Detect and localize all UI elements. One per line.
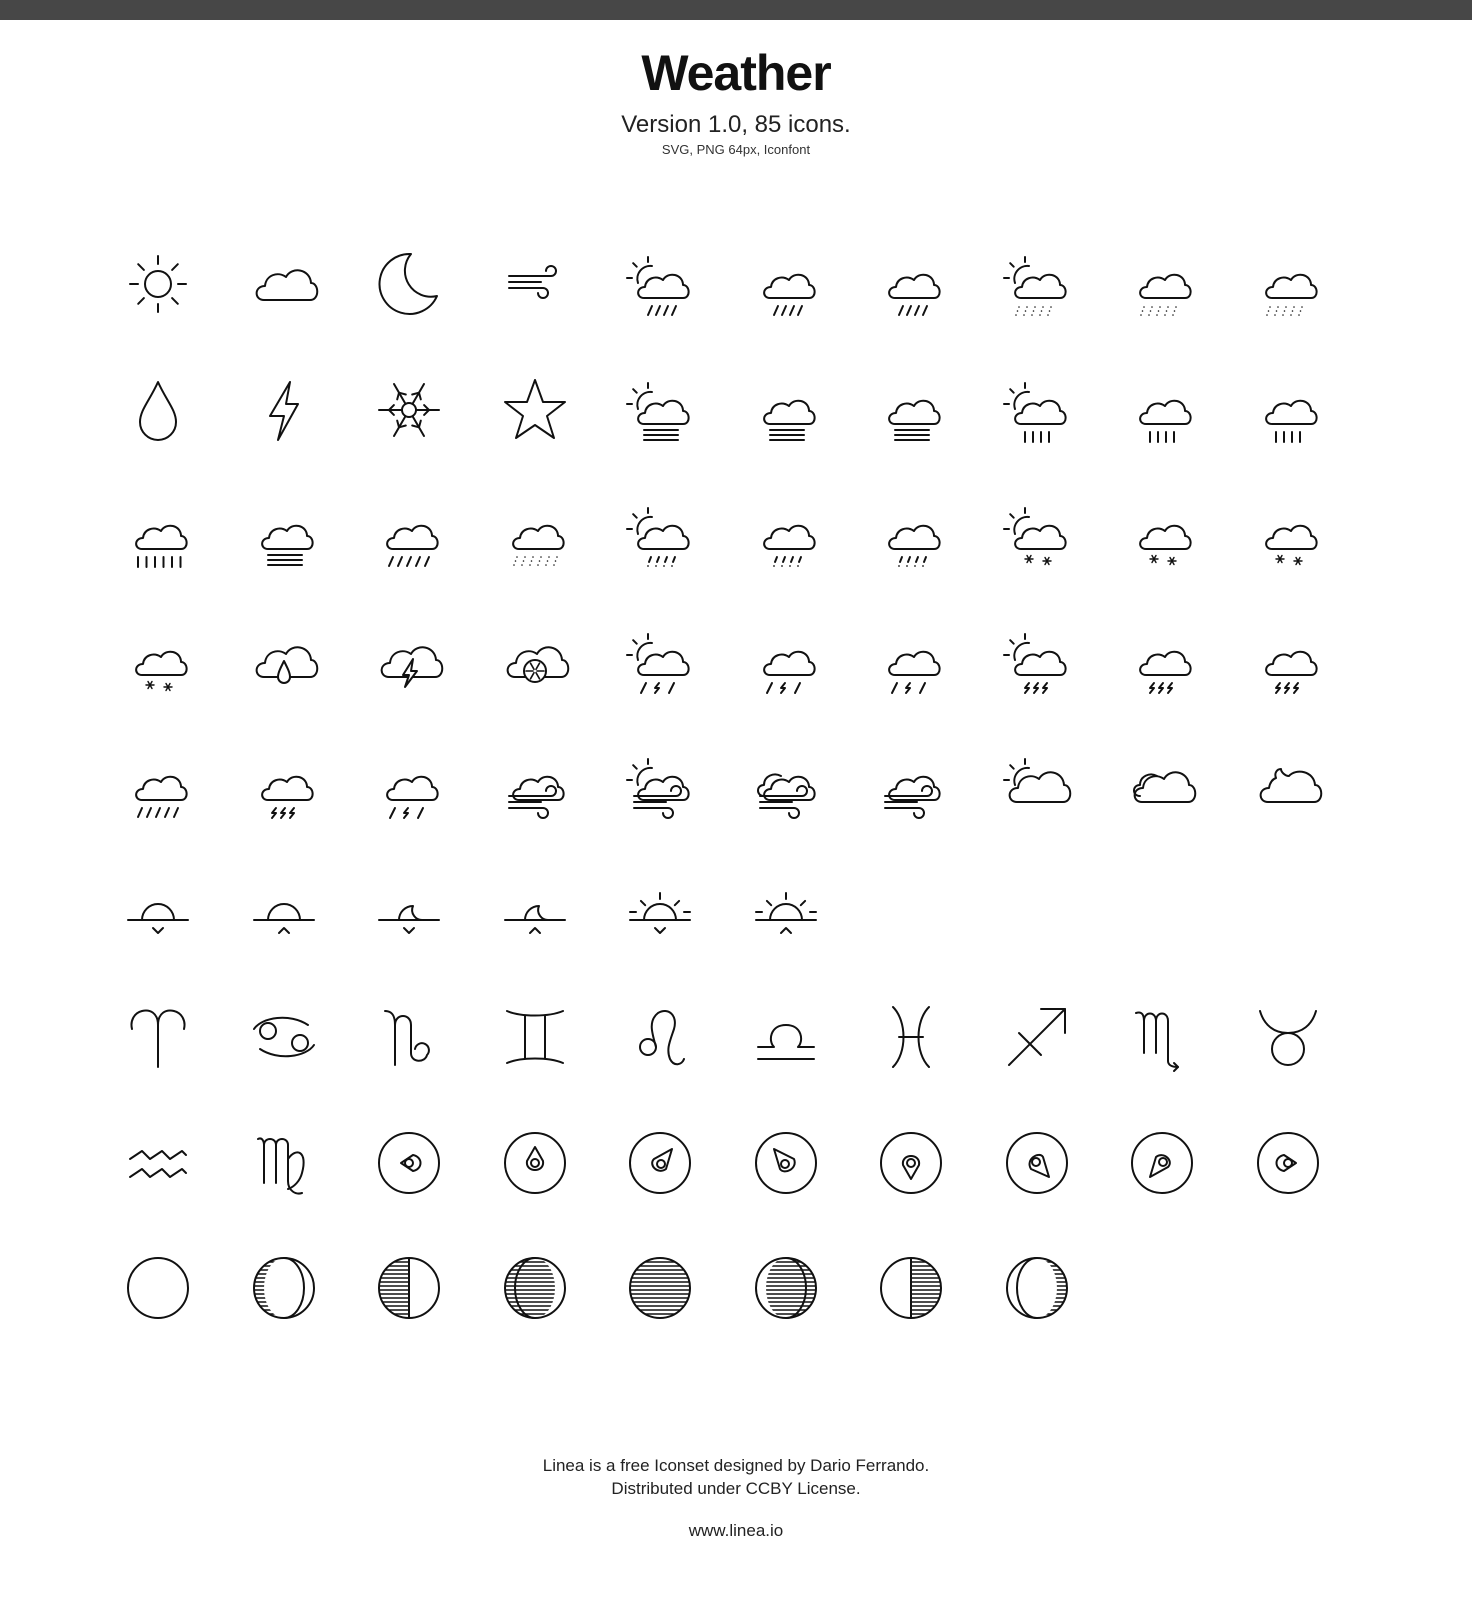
sagittarius-icon [1003, 1003, 1071, 1071]
moon-last-quarter-icon [877, 1254, 945, 1322]
moon-cloud-drizzle-icon [877, 250, 945, 318]
compass-northeast-icon [626, 1129, 694, 1197]
cloud-cloud-wind-icon [752, 752, 820, 820]
cloud-drizzle-heavy-icon [375, 501, 443, 569]
cloud-icon [250, 250, 318, 318]
moon-icon [375, 250, 443, 318]
sun-cloud-drizzle-icon [626, 250, 694, 318]
sun-cloud-hail-icon [1003, 250, 1071, 318]
sun-icon [124, 250, 192, 318]
snowflake-icon [375, 376, 443, 444]
compass-north-icon [501, 1129, 569, 1197]
moon-cloud-thunder-icon [1254, 627, 1322, 695]
scorpio-icon [1128, 1003, 1196, 1071]
cancer-icon [250, 1003, 318, 1071]
cloud-snowflake-icon [501, 627, 569, 695]
cloud-snow-icon [1128, 501, 1196, 569]
sun-cloud-thunder-icon [1003, 627, 1071, 695]
moonset-icon [375, 878, 443, 946]
star-icon [501, 376, 569, 444]
cloud-wind-icon [501, 752, 569, 820]
footer [0, 1454, 1472, 1542]
lightning-icon [250, 376, 318, 444]
compass-northwest-icon [752, 1129, 820, 1197]
moon-cloud-hail-icon [1254, 250, 1322, 318]
sun-up-icon [752, 878, 820, 946]
moon-waxing-gibbous-icon [501, 1254, 569, 1322]
cloud-drizzle-heavy-alt-icon [124, 752, 192, 820]
moon-cloud-icon [1254, 752, 1322, 820]
capricorn-icon [375, 1003, 443, 1071]
cloud-sleet-icon [752, 501, 820, 569]
sunset-icon [124, 878, 192, 946]
cloud-rain-icon [1128, 376, 1196, 444]
moon-cloud-wind-icon [877, 752, 945, 820]
gemini-icon [501, 1003, 569, 1071]
cloud-hail-heavy-icon [501, 501, 569, 569]
moon-cloud-rain-icon [1254, 376, 1322, 444]
sun-cloud-snow-icon [1003, 501, 1071, 569]
cloud-rain-heavy-icon [124, 501, 192, 569]
moon-cloud-storm-icon [877, 627, 945, 695]
cloud-lightning-icon [375, 627, 443, 695]
moon-waxing-crescent-icon [250, 1254, 318, 1322]
raindrop-icon [124, 376, 192, 444]
moon-cloud-sleet-icon [877, 501, 945, 569]
moon-first-quarter-icon [375, 1254, 443, 1322]
page-title: Weather [641, 45, 831, 101]
compass-west-icon [1254, 1129, 1322, 1197]
cloud-snow-heavy-icon [124, 627, 192, 695]
libra-icon [752, 1003, 820, 1071]
cloud-storm-icon [752, 627, 820, 695]
sun-cloud-wind-icon [626, 752, 694, 820]
moon-waning-gibbous-icon [752, 1254, 820, 1322]
moonrise-icon [501, 878, 569, 946]
sun-cloud-icon [1003, 752, 1071, 820]
compass-east-icon [375, 1129, 443, 1197]
pisces-icon [877, 1003, 945, 1071]
footer-license: Distributed under CCBY License. [611, 1479, 861, 1498]
sun-down-icon [626, 878, 694, 946]
compass-southeast-icon [1003, 1129, 1071, 1197]
compass-southwest-icon [1128, 1129, 1196, 1197]
sun-cloud-storm-icon [626, 627, 694, 695]
leo-icon [626, 1003, 694, 1071]
formats-caption: SVG, PNG 64px, Iconfont [661, 142, 811, 157]
virgo-icon [250, 1129, 318, 1197]
sun-cloud-rain-icon [1003, 376, 1071, 444]
moon-new-icon [124, 1254, 192, 1322]
compass-south-icon [877, 1129, 945, 1197]
aquarius-icon [124, 1129, 192, 1197]
cloud-drizzle-icon [752, 250, 820, 318]
moon-waning-crescent-icon [1003, 1254, 1071, 1322]
sun-cloud-fog-icon [626, 376, 694, 444]
cloud-storm-heavy-icon [375, 752, 443, 820]
footer-credit: Linea is a free Iconset designed by Dario Ferrando. [542, 1456, 930, 1475]
cloud-hail-icon [1128, 250, 1196, 318]
wind-icon [501, 250, 569, 318]
website-link[interactable]: www.linea.io [688, 1521, 784, 1540]
sunrise-icon [250, 878, 318, 946]
clouds-icon [1128, 752, 1196, 820]
cloud-thunder-icon [1128, 627, 1196, 695]
aries-icon [124, 1003, 192, 1071]
moon-full-icon [626, 1254, 694, 1322]
moon-cloud-snow-icon [1254, 501, 1322, 569]
cloud-fog-heavy-icon [250, 501, 318, 569]
cloud-fog-icon [752, 376, 820, 444]
taurus-icon [1254, 1003, 1322, 1071]
moon-cloud-fog-icon [877, 376, 945, 444]
cloud-raindrop-icon [250, 627, 318, 695]
version-subtitle: Version 1.0, 85 icons. [621, 111, 851, 138]
cloud-thunder-heavy-icon [250, 752, 318, 820]
sun-cloud-sleet-icon [626, 501, 694, 569]
